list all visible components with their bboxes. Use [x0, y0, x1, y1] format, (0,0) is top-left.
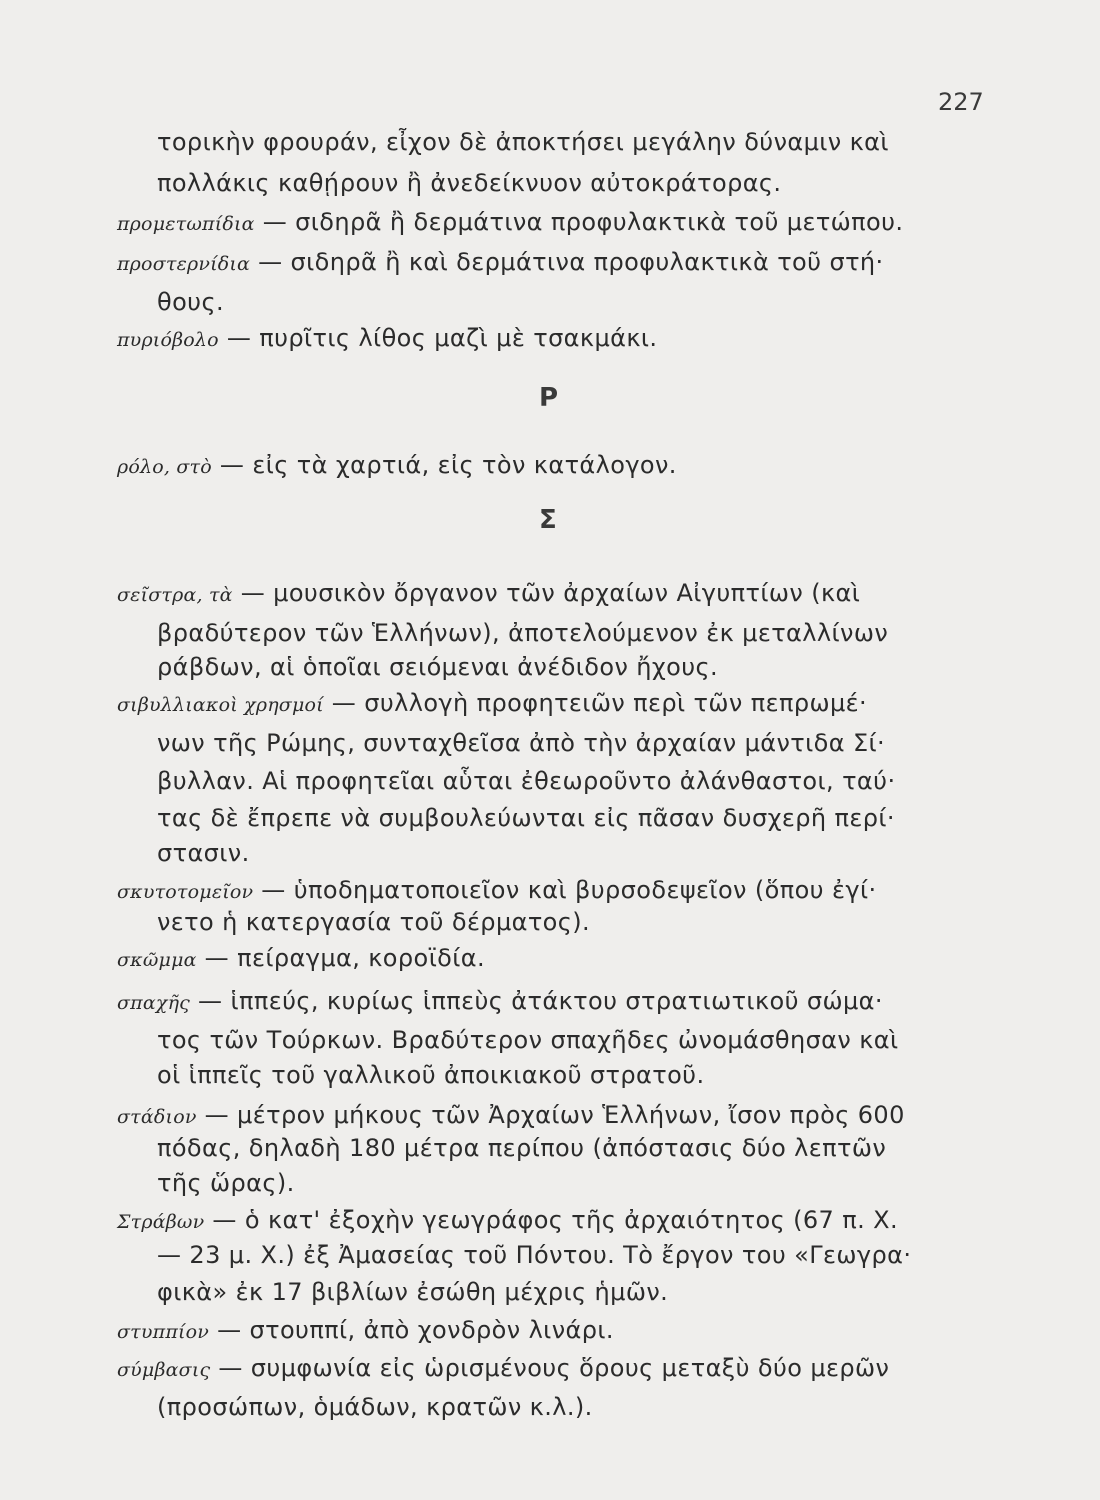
glossary-definition: — σιδηρᾶ ἢ καὶ δερμάτινα προφυλακτικὰ τοῦ στή· [250, 248, 884, 276]
glossary-term: προστερνίδια [117, 253, 251, 275]
glossary-entry-line [117, 578, 860, 610]
glossary-definition: οἱ ἱππεῖς τοῦ γαλλικοῦ ἀποικιακοῦ στρατοῦ. [157, 1061, 705, 1089]
glossary-entry-line [117, 323, 657, 355]
glossary-definition: πολλάκις καθῄρουν ἢ ἀνεδείκνυον αὐτοκράτορας. [157, 169, 782, 197]
glossary-entry-line [117, 247, 884, 279]
glossary-entry-line [117, 450, 677, 482]
glossary-entry-line [117, 1100, 905, 1132]
glossary-definition: — ἱππεύς, κυρίως ἱππεὺς ἀτάκτου στρατιωτικοῦ σώμα· [190, 987, 883, 1015]
glossary-definition: — πείραγμα, κοροϊδία. [196, 944, 485, 972]
glossary-definition: ράβδων, αἱ ὁποῖαι σειόμεναι ἀνέδιδον ἤχους. [157, 653, 719, 681]
glossary-term: σιβυλλιακοὶ χρησμοί [117, 694, 324, 716]
glossary-definition: — ὑποδηματοποιεῖον καὶ βυρσοδεψεῖον (ὅπου ἐγί· [253, 876, 877, 904]
glossary-definition: — σιδηρᾶ ἢ δερμάτινα προφυλακτικὰ τοῦ μετώπου. [254, 208, 904, 236]
glossary-definition: — ὁ κατ' ἐξοχὴν γεωγράφος τῆς ἀρχαιότητος (67 π. Χ. [204, 1206, 899, 1234]
glossary-term: σπαχῆς [117, 992, 191, 1014]
glossary-continuation-line [157, 1240, 911, 1270]
glossary-definition: (προσώπων, ὁμάδων, κρατῶν κ.λ.). [157, 1393, 593, 1421]
section-letter-sigma: Σ [539, 505, 557, 535]
glossary-continuation-line [157, 1392, 593, 1422]
glossary-entry-line [117, 1315, 614, 1347]
glossary-term: Στράβων [117, 1211, 205, 1233]
glossary-definition: φικὰ» ἐκ 17 βιβλίων ἐσώθη μέχρις ἡμῶν. [157, 1278, 669, 1306]
glossary-entry-line [117, 875, 877, 907]
glossary-continuation-line [157, 907, 590, 937]
glossary-continuation-line [157, 1277, 668, 1307]
glossary-continuation-line [157, 1025, 899, 1055]
glossary-continuation-line [157, 728, 885, 758]
glossary-continuation-line [157, 803, 895, 833]
glossary-definition: — μέτρον μήκους τῶν Ἀρχαίων Ἑλλήνων, ἴσον πρὸς 600 [196, 1101, 905, 1129]
glossary-continuation-line [157, 168, 781, 198]
glossary-definition: στασιν. [157, 839, 250, 867]
glossary-entry-line [117, 207, 903, 239]
glossary-term: σκῶμμα [117, 949, 197, 971]
glossary-continuation-line [157, 1168, 295, 1198]
glossary-continuation-line [157, 1133, 886, 1163]
glossary-definition: τορικὴν φρουράν, εἶχον δὲ ἀποκτήσει μεγάλην δύναμιν καὶ [157, 128, 889, 156]
glossary-term: σεῖστρα, τὰ [117, 584, 233, 606]
glossary-continuation-line [157, 838, 250, 868]
glossary-continuation-line [157, 766, 895, 796]
glossary-definition: βυλλαν. Αἱ προφητεῖαι αὗται ἐθεωροῦντο ἀλάνθαστοι, ταύ· [157, 767, 896, 795]
glossary-definition: πόδας, δηλαδὴ 180 μέτρα περίπου (ἀπόστασις δύο λεπτῶν [157, 1134, 887, 1162]
glossary-definition: βραδύτερον τῶν Ἑλλήνων), ἀποτελούμενον ἐκ μεταλλίνων [157, 619, 889, 647]
glossary-term: σκυτοτομεῖον [117, 881, 254, 903]
glossary-definition: θους. [157, 288, 224, 316]
glossary-term: ρόλο, στὸ [117, 456, 212, 478]
glossary-definition: νων τῆς Ρώμης, συνταχθεῖσα ἀπὸ τὴν ἀρχαίαν μάντιδα Σί· [157, 729, 886, 757]
page-number: 227 [938, 88, 984, 116]
glossary-definition: τας δὲ ἔπρεπε νὰ συμβουλεύωνται εἰς πᾶσαν δυσχερῆ περί· [157, 804, 895, 832]
glossary-definition: — εἰς τὰ χαρτιά, εἰς τὸν κατάλογον. [211, 451, 677, 479]
glossary-term: προμετωπίδια [117, 213, 255, 235]
glossary-entry-line [117, 688, 867, 720]
glossary-definition: — στουππί, ἀπὸ χονδρὸν λινάρι. [209, 1316, 614, 1344]
glossary-continuation-line [157, 127, 889, 157]
glossary-definition: νετο ἡ κατεργασία τοῦ δέρματος). [157, 908, 591, 936]
glossary-continuation-line [157, 652, 718, 682]
glossary-definition: — συμφωνία εἰς ὡρισμένους ὅρους μεταξὺ δύο μερῶν [210, 1354, 890, 1382]
glossary-term: στάδιον [117, 1106, 197, 1128]
glossary-entry-line [117, 986, 883, 1018]
glossary-entry-line [117, 1205, 898, 1237]
glossary-term: πυριόβολο [117, 329, 219, 351]
glossary-term: στυππίον [117, 1321, 210, 1343]
glossary-definition: — συλλογὴ προφητειῶν περὶ τῶν πεπρωμέ· [323, 689, 868, 717]
section-letter-rho: Ρ [539, 383, 559, 413]
glossary-definition: — πυρῖτις λίθος μαζὶ μὲ τσακμάκι. [218, 324, 658, 352]
glossary-definition: — 23 μ. Χ.) ἐξ Ἀμασείας τοῦ Πόντου. Τὸ ἔργον του «Γεωγρα· [157, 1241, 912, 1269]
glossary-continuation-line [157, 287, 224, 317]
glossary-term: σύμβασις [117, 1359, 211, 1381]
glossary-definition: τῆς ὥρας). [157, 1169, 295, 1197]
glossary-entry-line [117, 943, 485, 975]
glossary-continuation-line [157, 1060, 704, 1090]
glossary-continuation-line [157, 618, 888, 648]
glossary-entry-line [117, 1353, 889, 1385]
glossary-definition: τος τῶν Τούρκων. Βραδύτερον σπαχῆδες ὠνομάσθησαν καὶ [157, 1026, 899, 1054]
glossary-definition: — μουσικὸν ὄργανον τῶν ἀρχαίων Αἰγυπτίων (καὶ [232, 579, 861, 607]
